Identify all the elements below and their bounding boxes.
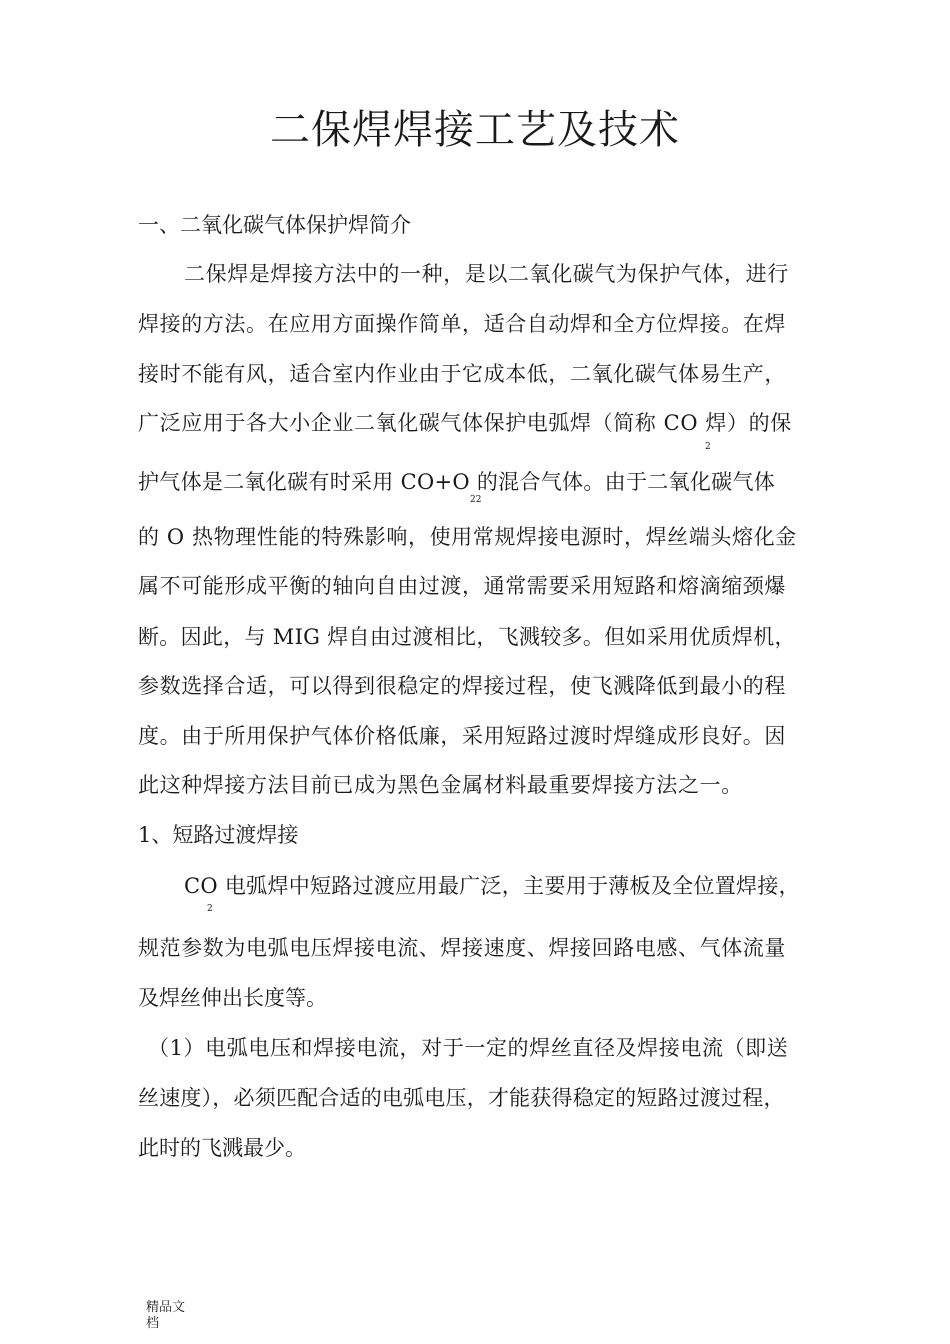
document-title: 二保焊焊接工艺及技术 xyxy=(270,107,680,153)
paragraph-line: 及焊丝伸出长度等。 xyxy=(138,986,327,1010)
subscript: 2 xyxy=(705,442,711,452)
paragraph-line: 属不可能形成平衡的轴向自由过渡，通常需要采用短路和熔滴缩颈爆 xyxy=(138,574,786,598)
section-heading: 一、二氧化碳气体保护焊简介 xyxy=(138,213,411,237)
paragraph-line: 广泛应用于各大小企业二氧化碳气体保护电弧焊（简称 CO 焊）的保 xyxy=(138,411,792,435)
paragraph-line: 断。因此，与 MIG 焊自由过渡相比，飞溅较多。但如采用优质焊机， xyxy=(138,625,796,649)
paragraph-line: 此这种焊接方法目前已成为黑色金属材料最重要焊接方法之一。 xyxy=(138,773,743,797)
paragraph-line: CO 电弧焊中短路过渡应用最广泛，主要用于薄板及全位置焊接， xyxy=(184,874,800,898)
paragraph-line: 护气体是二氧化碳有时采用 CO+O 的混合气体。由于二氧化碳气体 xyxy=(138,470,776,494)
footer-watermark xyxy=(146,1300,185,1332)
paragraph-line: 接时不能有风，适合室内作业由于它成本低，二氧化碳气体易生产， xyxy=(138,362,786,386)
paragraph-line: 二保焊是焊接方法中的一种，是以二氧化碳气为保护气体，进行 xyxy=(184,262,789,286)
paragraph-line: 丝速度），必须匹配合适的电弧电压，才能获得稳定的短路过渡过程， xyxy=(138,1086,785,1110)
subsection-heading: 1、短路过渡焊接 xyxy=(138,823,299,847)
paragraph-line: 规范参数为电弧电压焊接电流、焊接速度、焊接回路电感、气体流量 xyxy=(138,936,786,960)
paragraph-line: 度。由于所用保护气体价格低廉，采用短路过渡时焊缝成形良好。因 xyxy=(138,724,786,748)
subscript: 22 xyxy=(470,495,482,505)
paragraph-line: （1）电弧电压和焊接电流，对于一定的焊丝直径及焊接电流（即送 xyxy=(148,1036,789,1060)
paragraph-line: 此时的飞溅最少。 xyxy=(138,1136,306,1160)
footer-line: 精品文 xyxy=(146,1300,186,1315)
footer-line: 档 xyxy=(146,1316,160,1331)
subscript: 2 xyxy=(207,904,213,914)
paragraph-line: 参数选择合适，可以得到很稳定的焊接过程，使飞溅降低到最小的程 xyxy=(138,674,786,698)
paragraph-line: 焊接的方法。在应用方面操作简单，适合自动焊和全方位焊接。在焊 xyxy=(138,312,786,336)
paragraph-line: 的 O 热物理性能的特殊影响，使用常规焊接电源时，焊丝端头熔化金 xyxy=(138,525,797,549)
